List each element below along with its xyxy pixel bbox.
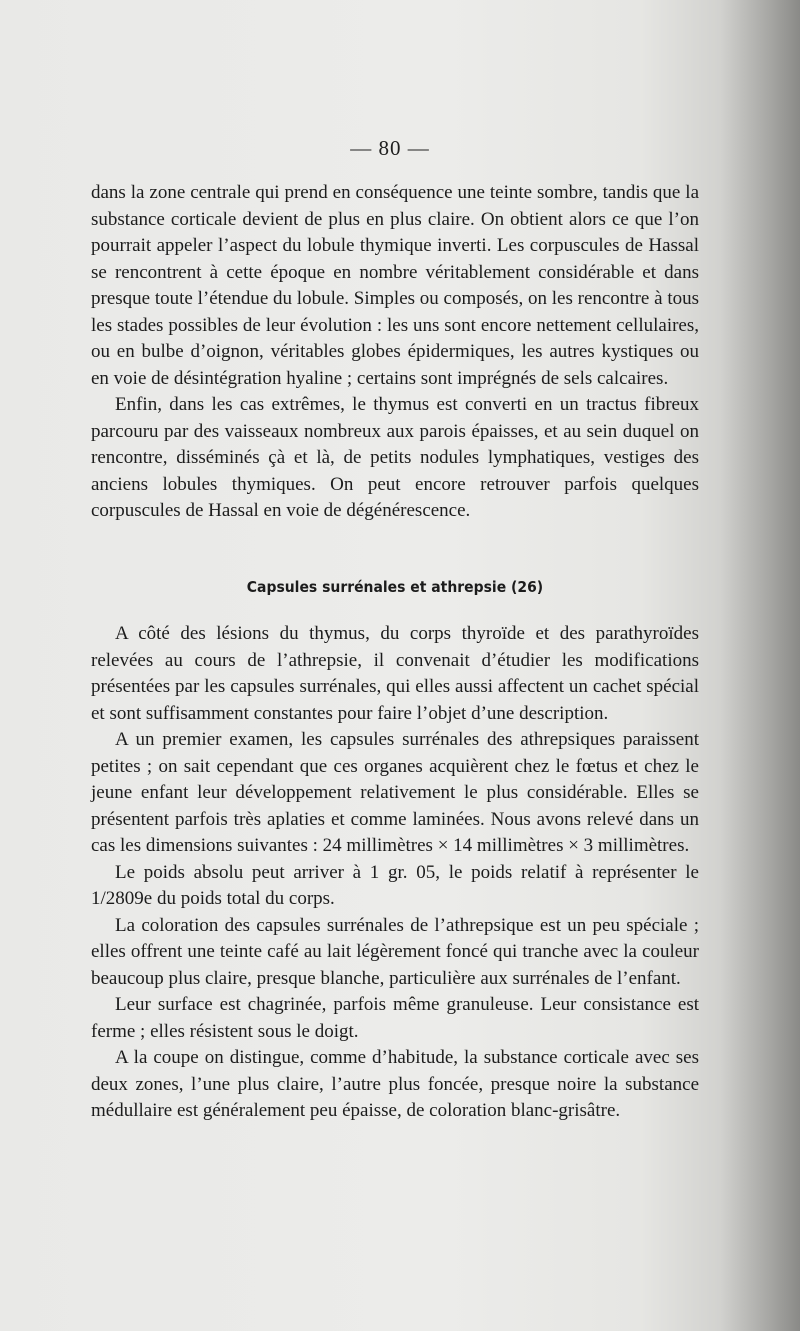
paragraph-enfin: Enfin, dans les cas extrêmes, le thymus est converti en un tractus fibreux parcouru par des vaisseaux nombreux aux parois épaisses, et au sein duquel on rencontre, disséminés çà et là, de petits nodules lymphatiques, vestiges des anciens lobules thymiques. On peut encore retrouver parfois quelques corpuscules de Hassal en voie de dégénérescence. — [91, 394, 699, 521]
paragraph-surface: Leur surface est chagrinée, parfois même granuleuse. Leur consistance est ferme ; elles résistent sous le doigt. — [91, 994, 699, 1042]
page-number: — 80 — — [350, 136, 430, 160]
paragraph-continuation: dans la zone centrale qui prend en conséquence une teinte sombre, tandis que la substance corticale devient de plus en plus claire. On obtient alors ce que l’on pourrait appeler l’aspect du lobule thymique inverti. Les corpuscules de Hassal se rencontrent à cette époque en nombre véritablement considérable et dans presque toute l’étendue du lobule. Simples ou composés, on les rencontre à tous les stades possibles de leur évolution : les uns sont encore nettement cellulaires, ou en bulbe d’oignon, véritables globes épidermiques, les autres kystiques ou en voie de désintégration hyaline ; certains sont imprégnés de sels calcaires. — [91, 182, 699, 389]
paragraph-lesions: A côté des lésions du thymus, du corps thyroïde et des parathyroïdes relevées au cours de l’athrepsie, il convenait d’étudier les modifications présentées par les capsules surrénales, qui elles aussi affectent un cachet spécial et sont suffisamment constantes pour faire l’objet d’une description. — [91, 623, 699, 724]
section-thymus-text — [91, 180, 699, 525]
section-heading: Capsules surrénales et athrepsie (26) — [246, 578, 544, 596]
section-capsules-text — [91, 621, 699, 1125]
paragraph-examen: A un premier examen, les capsules surrénales des athrepsiques paraissent petites ; on sait cependant que ces organes acquièrent chez le fœtus et chez le jeune enfant leur développement relativement le plus considérable. Elles se présentent parfois très aplaties et comme laminées. Nous avons relevé dans un cas les dimensions suivantes : 24 millimètres × 14 millimètres × 3 millimètres. — [91, 729, 699, 856]
paragraph-coupe: A la coupe on distingue, comme d’habitude, la substance corticale avec ses deux zones, l’une plus claire, l’autre plus foncée, presque noire la substance médullaire est généralement peu épaisse, de coloration blanc-grisâtre. — [91, 1047, 699, 1121]
paragraph-coloration: La coloration des capsules surrénales de l’athrepsique est un peu spéciale ; elles offrent une teinte café au lait légèrement foncé qui tranche avec la couleur beaucoup plus claire, presque blanche, particulière aux surrénales de l’enfant. — [91, 914, 699, 989]
paragraph-poids: Le poids absolu peut arriver à 1 gr. 05, le poids relatif à représenter le 1/2809e du poids total du corps. — [91, 861, 699, 909]
